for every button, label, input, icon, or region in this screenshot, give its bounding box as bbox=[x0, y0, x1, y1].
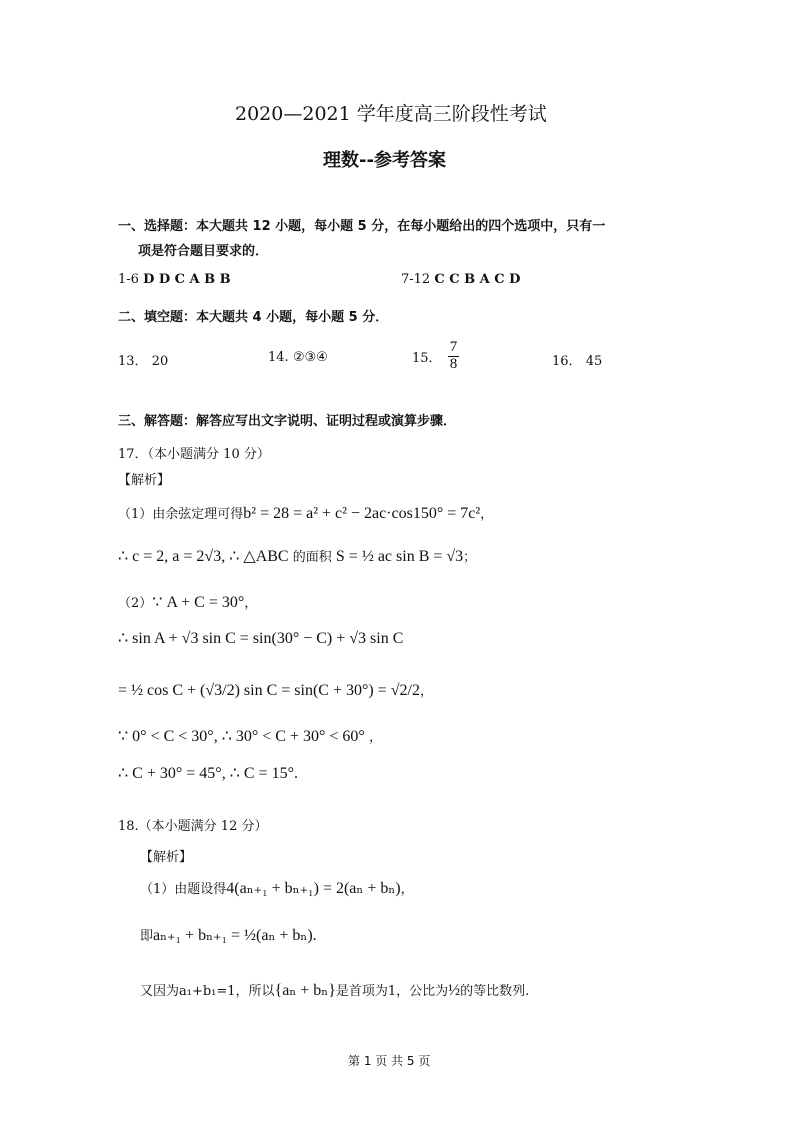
q17-line5-formula: = ½ cos C + (√3/2) sin C = sin(C + 30°) = √2/2 bbox=[118, 682, 420, 699]
q17-part1-formula: b² = 28 = a² + c² − 2ac·cos150° = 7c² bbox=[243, 505, 481, 522]
q17-line2-text: 的面积 bbox=[292, 550, 332, 565]
q17-part1 bbox=[118, 503, 493, 523]
q17-analysis-label: 【解析】 bbox=[118, 473, 171, 488]
q18-part1 bbox=[140, 878, 414, 898]
choice-label-7-12: 7-12 bbox=[401, 272, 431, 287]
q18-part1-prefix: （1）由题设得 bbox=[140, 882, 227, 897]
q17-line5 bbox=[118, 680, 433, 700]
q18-part1-end: ， bbox=[400, 882, 414, 897]
q16-label: 16． bbox=[552, 354, 582, 369]
q18-line3-ratio: ½ bbox=[448, 982, 461, 999]
q17-area-formula: S = ½ ac sin B = √3 bbox=[335, 548, 464, 565]
q18-line3-mid: 是首项为1，公比为 bbox=[335, 984, 449, 999]
q17-line2-end: ； bbox=[463, 550, 477, 565]
q17-part2-prefix: （2） bbox=[118, 596, 153, 611]
section1-heading-line1: 一、选择题：本大题共 12 小题，每小题 5 分，在每小题给出的四个选项中，只有一 bbox=[118, 219, 606, 234]
choice-values-7-12: C C B A C D bbox=[434, 272, 521, 287]
q14-label: 14. bbox=[268, 350, 289, 365]
choice-label-1-6: 1-6 bbox=[118, 272, 139, 287]
choice-values-1-6: D D C A B B bbox=[143, 272, 231, 287]
q18-line3-prefix: 又因为a₁+b₁=1，所以 bbox=[140, 984, 275, 999]
q17-line5-end: ， bbox=[419, 684, 433, 699]
q18-line3 bbox=[140, 980, 529, 1000]
q13-label: 13． bbox=[118, 354, 148, 369]
q18-line2-formula: aₙ₊₁ + bₙ₊₁ = ½(aₙ + bₙ). bbox=[153, 927, 317, 944]
choice-answers-7-12 bbox=[401, 272, 520, 287]
q17-line6-formula: ∵ 0° < C < 30°, ∴ 30° < C + 30° < 60° bbox=[118, 728, 365, 745]
q17-line4-formula: ∴ sin A + √3 sin C = sin(30° − C) + √3 sin C bbox=[118, 630, 404, 647]
fill-answer-16 bbox=[552, 350, 602, 369]
fill-answer-15 bbox=[412, 340, 461, 373]
q17-line6 bbox=[118, 726, 382, 746]
q18-line3-formula: {aₙ + bₙ} bbox=[274, 982, 336, 999]
q15-numerator: 7 bbox=[449, 339, 458, 355]
choice-answers-1-6 bbox=[118, 272, 231, 287]
fill-answer-14 bbox=[268, 350, 328, 365]
q18-part1-formula: 4(aₙ₊₁ + bₙ₊₁) = 2(aₙ + bₙ) bbox=[226, 880, 401, 897]
q15-label: 15． bbox=[412, 350, 442, 366]
section2-heading: 二、填空题：本大题共 4 小题，每小题 5 分． bbox=[118, 310, 389, 325]
q17-part1-end: ， bbox=[480, 507, 494, 522]
q17-line6-end: ， bbox=[368, 730, 382, 745]
q17-part2 bbox=[118, 592, 257, 612]
q17-line4 bbox=[118, 628, 403, 648]
q17-part2-end: ， bbox=[244, 596, 258, 611]
q17-part2-formula: ∵ A + C = 30° bbox=[152, 594, 245, 611]
q14-answer: ②③④ bbox=[292, 350, 328, 365]
q17-title: 17．（本小题满分 10 分） bbox=[118, 447, 270, 462]
q18-line2-prefix: 即 bbox=[140, 929, 154, 944]
q16-answer: 45 bbox=[585, 354, 603, 369]
q17-line2 bbox=[118, 546, 476, 566]
q17-line2-formula: ∴ c = 2, a = 2√3, ∴ △ABC bbox=[118, 548, 289, 565]
section3-heading: 三、解答题：解答应写出文字说明、证明过程或演算步骤． bbox=[118, 414, 457, 429]
q17-line7 bbox=[118, 763, 298, 783]
q18-title: 18.（本小题满分 12 分） bbox=[118, 819, 268, 834]
q17-part1-prefix: （1）由余弦定理可得 bbox=[118, 507, 244, 522]
q13-answer: 20 bbox=[151, 354, 169, 369]
q17-line7-formula: ∴ C + 30° = 45°, ∴ C = 15°. bbox=[118, 765, 298, 782]
q18-analysis-label: 【解析】 bbox=[140, 850, 193, 865]
q15-denominator: 8 bbox=[449, 355, 458, 372]
q18-line2 bbox=[140, 925, 317, 945]
section1-heading-line2: 项是符合题目要求的． bbox=[138, 244, 269, 259]
q18-line3-end: 的等比数列. bbox=[460, 984, 530, 999]
fill-answer-13 bbox=[118, 350, 168, 369]
page-title: 2020—2021 学年度高三阶段性考试 bbox=[235, 103, 547, 125]
page-number: 第 1 页 共 5 页 bbox=[348, 1054, 431, 1068]
page-subtitle: 理数--参考答案 bbox=[323, 150, 446, 171]
q15-fraction bbox=[448, 340, 460, 373]
